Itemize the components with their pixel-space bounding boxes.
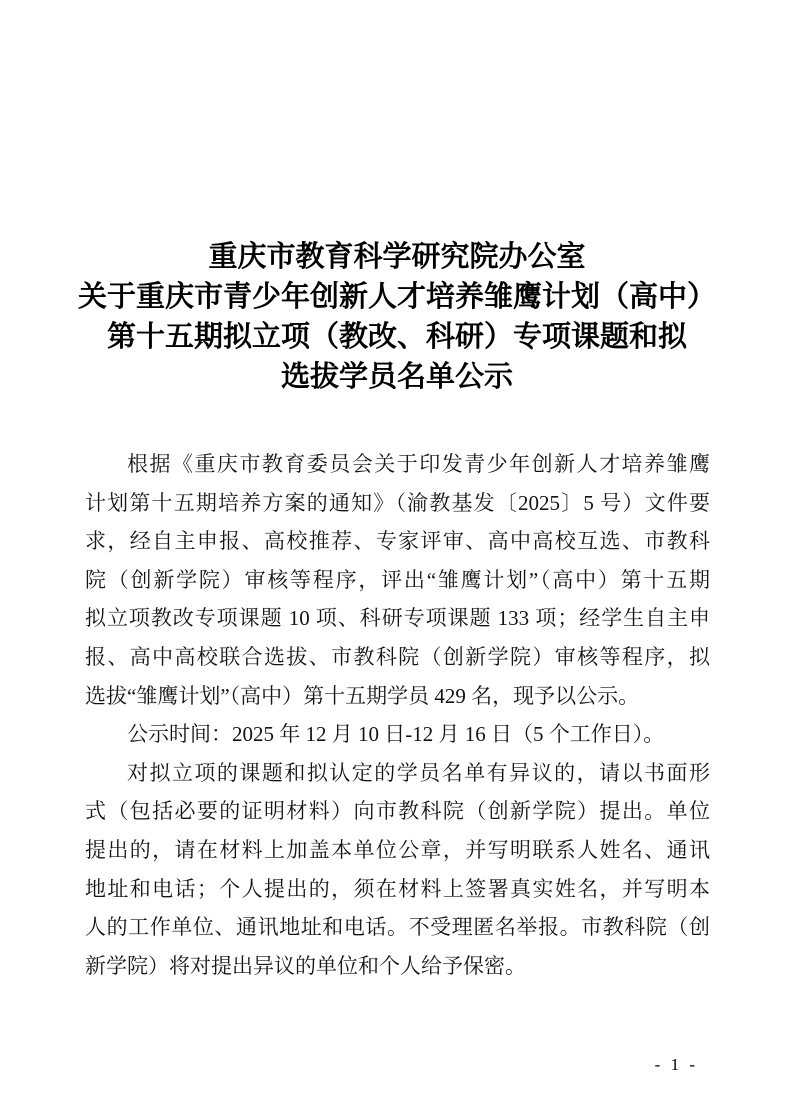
body-line: 院（创新学院）审核等程序，评出“雏鹰计划”（高中）第十五期 [85, 567, 710, 592]
paragraph-publicity-period [85, 715, 710, 754]
title-line-3: 第十五期拟立项（教改、科研）专项课题和拟 [106, 321, 687, 353]
page-number: - 1 - [654, 1055, 698, 1074]
body-line: 式（包括必要的证明材料）向市教科院（创新学院）提出。单位 [85, 799, 710, 824]
body-line: 新学院）将对提出异议的单位和个人给予保密。 [85, 953, 526, 978]
body-line: 对拟立项的课题和拟认定的学员名单有异议的，请以书面形 [127, 760, 710, 785]
body-line: 提出的，请在材料上加盖本单位公章，并写明联系人姓名、通讯 [85, 837, 710, 862]
title-line-1: 重庆市教育科学研究院办公室 [208, 241, 586, 273]
body-line: 人的工作单位、通讯地址和电话。不受理匿名举报。市教科院（创 [85, 915, 710, 940]
paragraph-objection-procedure [85, 754, 710, 986]
body-line: 报、高中高校联合选拔、市教科院（创新学院）审核等程序，拟 [85, 644, 710, 669]
body-line: 计划第十五期培养方案的通知》（渝教基发〔2025〕5 号）文件要 [85, 490, 710, 515]
document-body [85, 445, 710, 985]
title-line-2: 关于重庆市青少年创新人才培养雏鹰计划（高中） [77, 281, 716, 313]
title-line-4: 选拔学员名单公示 [280, 361, 513, 393]
body-line: 公示时间：2025 年 12 月 10 日-12 月 16 日（5 个工作日）。 [127, 722, 665, 747]
body-line: 拟立项教改专项课题 10 项、科研专项课题 133 项；经学生自主申 [85, 606, 710, 631]
body-line: 地址和电话；个人提出的，须在材料上签署真实姓名，并写明本 [85, 876, 710, 901]
body-line: 选拔“雏鹰计划”（高中）第十五期学员 429 名，现予以公示。 [85, 683, 640, 708]
document-title [56, 237, 738, 397]
body-line: 根据《重庆市教育委员会关于印发青少年创新人才培养雏鹰 [127, 452, 710, 476]
body-line: 求，经自主申报、高校推荐、专家评审、高中高校互选、市教科 [85, 529, 710, 554]
paragraph-basis [85, 445, 710, 715]
